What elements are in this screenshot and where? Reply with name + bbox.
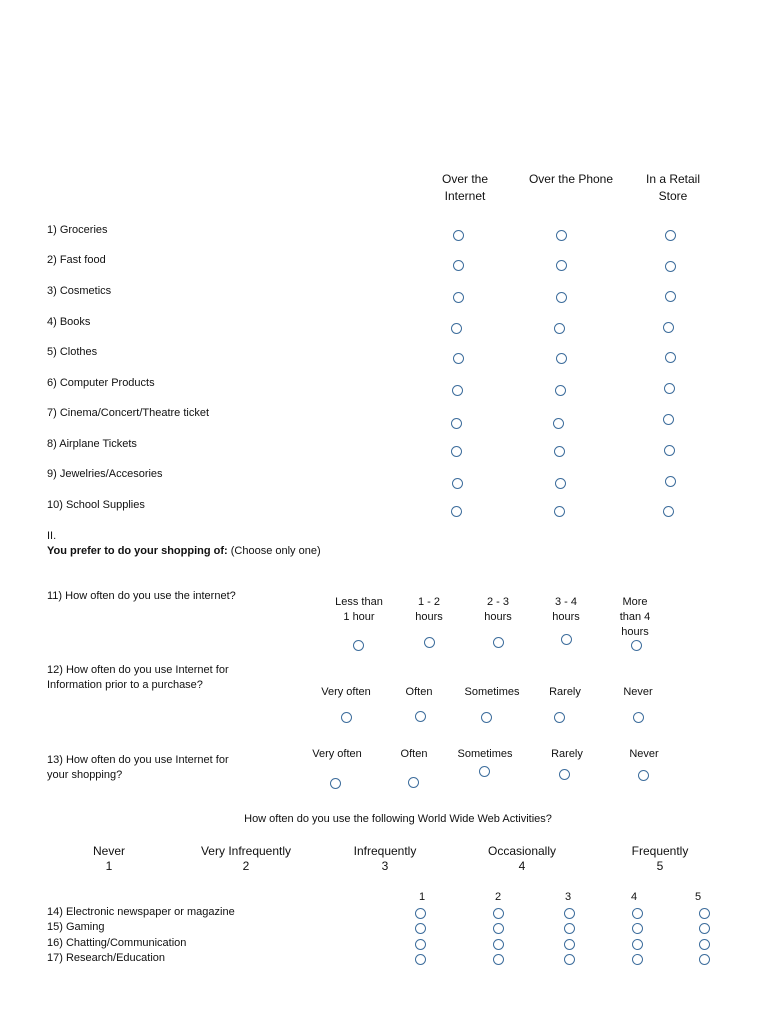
option-radio[interactable]: [415, 954, 426, 965]
option-radio[interactable]: [665, 476, 676, 487]
option-radio[interactable]: [638, 770, 649, 781]
question-text: 11) How often do you use the internet?: [47, 590, 236, 602]
option-radio[interactable]: [453, 260, 464, 271]
column-header: Over the Phone: [528, 172, 614, 186]
option-radio[interactable]: [559, 769, 570, 780]
option-radio[interactable]: [481, 712, 492, 723]
list-item: 4) Books: [47, 316, 91, 328]
option-radio[interactable]: [665, 230, 676, 241]
option-radio[interactable]: [453, 292, 464, 303]
option-radio[interactable]: [493, 954, 504, 965]
instruction-note: (Choose only one): [227, 545, 321, 557]
option-radio[interactable]: [632, 923, 643, 934]
option-radio[interactable]: [453, 230, 464, 241]
scale-name: Very Infrequently: [200, 844, 292, 858]
option-radio[interactable]: [452, 385, 463, 396]
list-item: 8) Airplane Tickets: [47, 438, 137, 450]
option-radio[interactable]: [493, 637, 504, 648]
list-item: 9) Jewelries/Accesories: [47, 468, 163, 480]
section-title: How often do you use the following World Wide Web Activities?: [244, 813, 552, 825]
list-item: 1) Groceries: [47, 224, 108, 236]
scale-label: [315, 844, 455, 874]
option-radio[interactable]: [632, 908, 643, 919]
option-radio[interactable]: [415, 908, 426, 919]
option-radio[interactable]: [341, 712, 352, 723]
option-label: Rarely: [549, 686, 581, 698]
column-number: 2: [494, 891, 502, 903]
section-number: II.: [47, 530, 57, 542]
option-radio[interactable]: [633, 712, 644, 723]
option-radio[interactable]: [330, 778, 341, 789]
instruction-bold: You prefer to do your shopping of:: [47, 545, 228, 557]
option-label: More than 4 hours: [619, 596, 651, 638]
option-radio[interactable]: [452, 478, 463, 489]
option-radio[interactable]: [632, 954, 643, 965]
question-text: 13) How often do you use Internet for your shopping?: [47, 754, 229, 781]
option-radio[interactable]: [665, 352, 676, 363]
scale-number: 3: [381, 859, 389, 873]
option-radio[interactable]: [665, 291, 676, 302]
option-radio[interactable]: [699, 954, 710, 965]
option-radio[interactable]: [664, 383, 675, 394]
scale-label: [590, 844, 730, 874]
option-radio[interactable]: [564, 923, 575, 934]
option-label: 2 - 3 hours: [484, 596, 512, 623]
scale-name: Frequently: [631, 844, 689, 858]
scale-label: [452, 844, 592, 874]
option-label: Sometimes: [464, 686, 520, 698]
option-radio[interactable]: [632, 939, 643, 950]
option-radio[interactable]: [564, 954, 575, 965]
option-radio[interactable]: [556, 230, 567, 241]
column-number: 1: [418, 891, 426, 903]
option-radio[interactable]: [553, 418, 564, 429]
option-label: Rarely: [551, 748, 583, 760]
option-radio[interactable]: [408, 777, 419, 788]
option-label: 3 - 4 hours: [552, 596, 580, 623]
option-radio[interactable]: [663, 414, 674, 425]
column-header: Over the Internet: [441, 172, 489, 203]
option-radio[interactable]: [556, 260, 567, 271]
option-radio[interactable]: [555, 478, 566, 489]
option-radio[interactable]: [564, 908, 575, 919]
option-radio[interactable]: [493, 908, 504, 919]
option-radio[interactable]: [561, 634, 572, 645]
option-radio[interactable]: [479, 766, 490, 777]
list-item: 3) Cosmetics: [47, 285, 112, 297]
column-number: 5: [694, 891, 702, 903]
option-radio[interactable]: [451, 446, 462, 457]
column-number: 3: [564, 891, 572, 903]
option-radio[interactable]: [451, 418, 462, 429]
list-item: 16) Chatting/Communication: [47, 937, 187, 949]
option-radio[interactable]: [493, 923, 504, 934]
option-radio[interactable]: [451, 506, 462, 517]
option-radio[interactable]: [556, 292, 567, 303]
option-radio[interactable]: [663, 322, 674, 333]
option-radio[interactable]: [665, 261, 676, 272]
list-item: 6) Computer Products: [47, 377, 155, 389]
option-radio[interactable]: [664, 445, 675, 456]
option-label: Less than 1 hour: [335, 596, 383, 623]
option-radio[interactable]: [663, 506, 674, 517]
option-label: 1 - 2 hours: [415, 596, 443, 623]
question-text: 12) How often do you use Internet for Information prior to a purchase?: [47, 664, 229, 691]
option-label: Never: [629, 748, 659, 760]
option-radio[interactable]: [554, 712, 565, 723]
scale-number: 2: [242, 859, 250, 873]
option-radio[interactable]: [451, 323, 462, 334]
option-radio[interactable]: [699, 923, 710, 934]
option-radio[interactable]: [555, 385, 566, 396]
list-item: 5) Clothes: [47, 346, 98, 358]
column-number: 4: [630, 891, 638, 903]
scale-name: Infrequently: [353, 844, 417, 858]
option-radio[interactable]: [493, 939, 504, 950]
section-instruction: [47, 544, 321, 559]
scale-number: 4: [518, 859, 526, 873]
scale-number: 1: [105, 859, 113, 873]
scale-name: Occasionally: [487, 844, 557, 858]
list-item: 15) Gaming: [47, 921, 105, 933]
list-item: 2) Fast food: [47, 254, 106, 266]
option-label: Very often: [312, 748, 362, 760]
option-label: Often: [400, 748, 428, 760]
option-label: Never: [623, 686, 653, 698]
option-radio[interactable]: [415, 923, 426, 934]
option-radio[interactable]: [699, 939, 710, 950]
option-label: Often: [405, 686, 433, 698]
option-radio[interactable]: [699, 908, 710, 919]
option-radio[interactable]: [424, 637, 435, 648]
list-item: 14) Electronic newspaper or magazine: [47, 906, 235, 918]
list-item: 17) Research/Education: [47, 952, 166, 964]
option-radio[interactable]: [415, 711, 426, 722]
option-radio[interactable]: [353, 640, 364, 651]
list-item: 10) School Supplies: [47, 499, 145, 511]
list-item: 7) Cinema/Concert/Theatre ticket: [47, 407, 210, 419]
column-header: In a Retail Store: [645, 172, 701, 203]
option-radio[interactable]: [556, 353, 567, 364]
option-label: Very often: [321, 686, 371, 698]
option-radio[interactable]: [415, 939, 426, 950]
scale-number: 5: [656, 859, 664, 873]
option-radio[interactable]: [631, 640, 642, 651]
option-radio[interactable]: [554, 323, 565, 334]
option-radio[interactable]: [453, 353, 464, 364]
option-radio[interactable]: [564, 939, 575, 950]
option-radio[interactable]: [554, 506, 565, 517]
scale-label: [39, 844, 179, 874]
option-label: Sometimes: [457, 748, 513, 760]
option-radio[interactable]: [554, 446, 565, 457]
scale-label: [176, 844, 316, 874]
scale-name: Never: [92, 844, 125, 858]
